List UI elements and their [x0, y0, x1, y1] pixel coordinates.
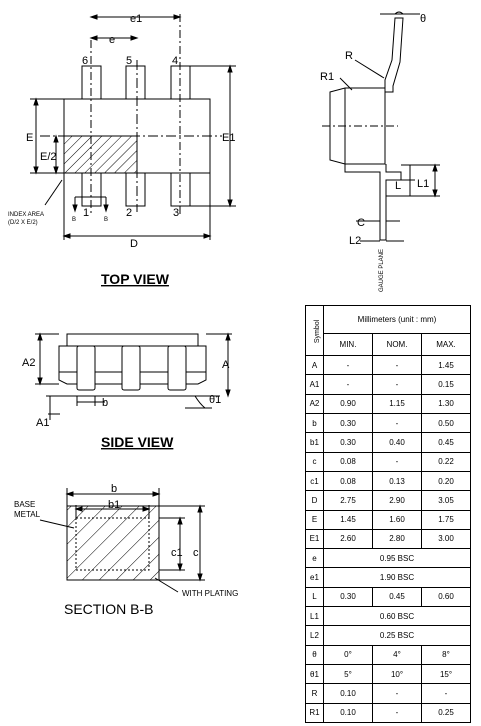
lead-2 [126, 173, 145, 206]
max-cell: 1.75 [422, 510, 471, 529]
table-row [306, 568, 471, 587]
bsc-value-cell: 0.95 BSC [324, 549, 471, 568]
symbol-cell: D [306, 491, 324, 510]
min-cell: 0.10 [324, 703, 373, 722]
max-cell: 15° [422, 665, 471, 684]
nom-cell: 4° [373, 645, 422, 664]
dim-E-label: E [26, 132, 34, 144]
max-cell: 3.05 [422, 491, 471, 510]
pin2-label: 2 [126, 207, 133, 219]
pin1-label: 1 [83, 207, 90, 219]
nom-cell: - [373, 413, 422, 432]
min-cell: 0.90 [324, 394, 373, 413]
symbol-cell: e1 [306, 568, 324, 587]
max-cell: 8° [422, 645, 471, 664]
symbol-cell: b [306, 413, 324, 432]
table-row [306, 471, 471, 490]
nom-cell: 0.13 [373, 471, 422, 490]
symbol-cell: R1 [306, 703, 324, 722]
index-area [64, 136, 137, 173]
table-row [306, 433, 471, 452]
min-cell: 0.30 [324, 413, 373, 432]
min-cell: 0.08 [324, 452, 373, 471]
table-row [306, 703, 471, 722]
dim-A1-label: A1 [36, 417, 50, 429]
table-row [306, 645, 471, 664]
max-cell: 0.60 [422, 587, 471, 606]
min-cell: 0.30 [324, 587, 373, 606]
dim-theta1-label: θ1 [209, 394, 222, 406]
min-cell: 0.10 [324, 684, 373, 703]
dim-theta-label: θ [420, 13, 427, 25]
min-cell: - [324, 375, 373, 394]
min-cell: 0.30 [324, 433, 373, 452]
symbol-cell: c1 [306, 471, 324, 490]
table-row [306, 665, 471, 684]
dim-C-label: C [357, 217, 365, 229]
symbol-cell: R [306, 684, 324, 703]
nom-cell: 1.60 [373, 510, 422, 529]
dim-A-label: A [222, 359, 230, 371]
nom-cell: - [373, 703, 422, 722]
symbol-cell: θ [306, 645, 324, 664]
with-plating-label: WITH PLATING [182, 589, 239, 598]
bsc-value-cell: 0.60 BSC [324, 607, 471, 626]
dim-E1-label: E1 [222, 132, 236, 144]
symbol-cell: L2 [306, 626, 324, 645]
max-header: MAX. [422, 334, 471, 356]
section-title: SECTION B-B [64, 601, 154, 617]
dim-E-half-label: E/2 [40, 151, 57, 163]
nom-cell: - [373, 452, 422, 471]
symbol-cell: θ1 [306, 665, 324, 684]
nom-cell: 10° [373, 665, 422, 684]
symbol-cell: A2 [306, 394, 324, 413]
nom-cell: - [373, 684, 422, 703]
side-view-title: SIDE VIEW [101, 434, 174, 450]
pin5-label: 5 [126, 55, 133, 67]
nom-cell: 2.90 [373, 491, 422, 510]
table-row [306, 549, 471, 568]
nom-cell: 0.45 [373, 587, 422, 606]
table-row [306, 375, 471, 394]
max-cell: 0.22 [422, 452, 471, 471]
max-cell: 1.45 [422, 356, 471, 375]
table-row [306, 607, 471, 626]
table-row [306, 452, 471, 471]
symbol-cell: A [306, 356, 324, 375]
index-area-size-label: (D/2 X E/2) [8, 220, 38, 226]
nom-cell: - [373, 356, 422, 375]
bsc-value-cell: 0.25 BSC [324, 626, 471, 645]
min-cell: 5° [324, 665, 373, 684]
symbol-cell: L [306, 587, 324, 606]
symbol-cell: E [306, 510, 324, 529]
nom-header: NOM. [373, 334, 422, 356]
table-row [306, 684, 471, 703]
dim-c-section-label: c [193, 547, 199, 559]
min-cell: 0° [324, 645, 373, 664]
dim-L1-label: L1 [417, 178, 430, 190]
max-cell: - [422, 684, 471, 703]
max-cell: 0.25 [422, 703, 471, 722]
pin6-label: 6 [82, 55, 89, 67]
min-cell: 2.75 [324, 491, 373, 510]
nom-cell: 1.15 [373, 394, 422, 413]
millimeters-header: Millimeters (unit : mm) [324, 306, 471, 334]
dim-A2-label: A2 [22, 357, 36, 369]
table-row [306, 394, 471, 413]
pin4-label: 4 [172, 55, 179, 67]
lead-5 [126, 66, 145, 99]
base-metal-label: BASE [14, 500, 36, 509]
base-metal-label-2: METAL [14, 510, 41, 519]
max-cell: 0.15 [422, 375, 471, 394]
min-header: MIN. [324, 334, 373, 356]
min-cell: 0.08 [324, 471, 373, 490]
table-row [306, 529, 471, 548]
gauge-plane-label: GAUGE PLANE [379, 248, 385, 292]
dim-b1-section-label: b1 [108, 499, 121, 511]
pin3-label: 3 [173, 207, 180, 219]
min-cell: 1.45 [324, 510, 373, 529]
side-view [35, 334, 232, 420]
symbol-cell: L1 [306, 607, 324, 626]
symbol-header-cell [306, 306, 324, 356]
symbol-cell: c [306, 452, 324, 471]
section-b-right-label: B [104, 217, 109, 223]
dim-L-label: L [395, 180, 402, 192]
section-b-left-label: B [72, 217, 77, 223]
symbol-cell: e [306, 549, 324, 568]
table-row [306, 626, 471, 645]
max-cell: 0.50 [422, 413, 471, 432]
nom-cell: 2.80 [373, 529, 422, 548]
dim-R1-label: R1 [320, 71, 335, 83]
max-cell: 0.20 [422, 471, 471, 490]
dimension-table [305, 305, 471, 723]
max-cell: 0.45 [422, 433, 471, 452]
dim-D-label: D [130, 238, 138, 250]
index-area-label: INDEX AREA [8, 212, 45, 218]
dim-L2-label: L2 [349, 235, 362, 247]
bsc-value-cell: 1.90 BSC [324, 568, 471, 587]
section-view [40, 488, 205, 592]
dim-c1-section-label: c1 [171, 547, 183, 559]
dim-e-label: e [109, 34, 116, 46]
table-row [306, 413, 471, 432]
table-row [306, 356, 471, 375]
dim-e1-label: e1 [130, 13, 143, 25]
table-row [306, 510, 471, 529]
min-cell: - [324, 356, 373, 375]
symbol-header: Symbol [314, 319, 322, 344]
max-cell: 3.00 [422, 529, 471, 548]
dim-R-label: R [345, 50, 353, 62]
symbol-cell: b1 [306, 433, 324, 452]
top-view [30, 14, 236, 240]
min-cell: 2.60 [324, 529, 373, 548]
nom-cell: 0.40 [373, 433, 422, 452]
profile-view [322, 12, 440, 241]
dim-b-section-label: b [111, 483, 118, 495]
table-row [306, 587, 471, 606]
symbol-cell: E1 [306, 529, 324, 548]
max-cell: 1.30 [422, 394, 471, 413]
dimension-table-body [306, 356, 471, 723]
table-row [306, 491, 471, 510]
symbol-cell: A1 [306, 375, 324, 394]
dim-b-side-label: b [102, 397, 109, 409]
nom-cell: - [373, 375, 422, 394]
top-view-title: TOP VIEW [101, 271, 169, 287]
